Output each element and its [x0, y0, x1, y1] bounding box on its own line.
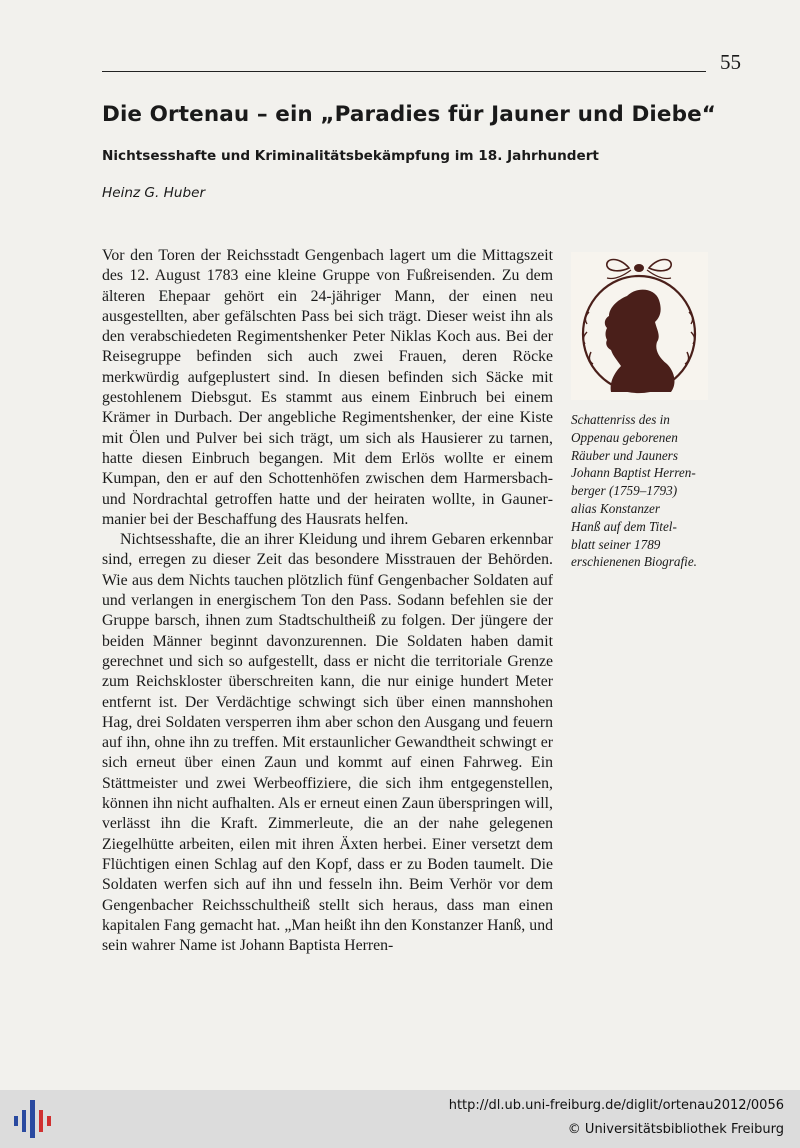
article-author: Heinz G. Huber [102, 185, 206, 201]
profile-silhouette [605, 290, 675, 392]
source-url-link[interactable]: http://dl.ub.uni-freiburg.de/diglit/ortenau2012/0056 [448, 1098, 784, 1113]
copyright-text: © Universitätsbibliothek Freiburg [567, 1122, 784, 1137]
article-title: Die Ortenau – ein „Paradies für Jauner und Diebe“ [102, 102, 716, 127]
footer-bar [0, 1090, 800, 1148]
silhouette-portrait-image [571, 252, 708, 400]
paragraph-2: Nichtsesshafte, die an ihrer Kleidung und ihrem Gebaren erkennbar sind, erregen zu dieser Zeit das besondere Misstrauen der Behörden. Wie aus dem Nichts tauchen plötzlich fünf Gengenbacher Soldaten auf und verlangen in energischem Ton den Pass. Sodann befehlen sie der Gruppe barsch, ihnen zum Stadtschultheiß zu folgen. Der jüngere der beiden Männer beginnt davonzurennen. Die Soldaten haben damit gerechnet und sich so aufgestellt, dass er nicht die territoriale Grenze zum Reichskloster überschreiten kann, die nur einige hundert Meter entfernt ist. Der Verdächtige schwingt sich über einen mannshohen Hag, drei Soldaten versperren ihm aber schon den Ausgang und feuern auf ihn, ohne ihn zu treffen. Mit erstaunlicher Gewandtheit schwingt er sich erneut über einen Zaun und kommt auf einen Fahrweg. Ein Stättmeister und zwei Werbeoffiziere, die sich ihm entgegenstellen, können ihn nicht aufhalten. Als er erneut einen Zaun überspringen will, verlässt ihn die Kraft. Zimmerleute, die an der nahe gelegenen Ziegelhütte arbeiten, eilen mit ihren Äxten herbei. Einer versetzt dem Flüchtigen einen Schlag auf den Kopf, dass er zu Boden taumelt. Die Soldaten werfen sich auf ihn und fesseln ihn. Beim Verhör vor dem Gengenbacher Reichsschultheiß stellt sich heraus, dass man einen kapitalen Fang gemacht hat. „Man heißt ihn den Konstanzer Hanß, und sein wahrer Name ist Johann Baptista Herren- [102, 531, 553, 955]
ub-freiburg-logo-icon [10, 1096, 54, 1142]
header-rule [102, 71, 706, 72]
page-number: 55 [720, 50, 741, 74]
body-text [102, 246, 553, 956]
article-subtitle: Nichtsesshafte und Kriminalitätsbekämpfung im 18. Jahrhundert [102, 148, 599, 164]
paragraph-1: Vor den Toren der Reichsstadt Gengenbach lagert um die Mittagszeit des 12. August 1783 eine kleine Gruppe von Fußreisenden. Zu dem älteren Ehepaar gehört ein 24-jähriger Mann, der einen neu ausgestellten, aber gefälschten Pass bei sich trägt. Dieser weist ihn als den verabschiedeten Regimentshenker Peter Niklas Koch aus. Bei der Reisegruppe befinden sich auch zwei Frauen, deren Röcke merkwürdig aufgeplustert sind. In diesen befinden sich Säcke mit gestohlenem Diebsgut. Es stammt aus einem Einbruch bei einem Krämer in Durbach. Der angebliche Regimentshenker, der eine Kiste mit Ölen und Pulver bei sich trägt, um sich als Hausierer zu tarnen, hatte diesen Einbruch begangen. Mit dem Erlös wollte er einem Kumpan, den er auf den Schottenhöfen zwischen dem Harmersbach- und Nordrachtal getroffen hatte und der heiraten wollte, in Gaunermanier bei der Beschaffung des Hausrats helfen. [102, 247, 553, 528]
figure-caption: Schattenriss des in Oppenau geborenen Räuber und Jauners Johann Baptist Herren- berger (1759–1793) alias Konstanzer Hanß auf dem Titel- blatt seiner 1789 erschienenen Biografie. [571, 412, 697, 570]
